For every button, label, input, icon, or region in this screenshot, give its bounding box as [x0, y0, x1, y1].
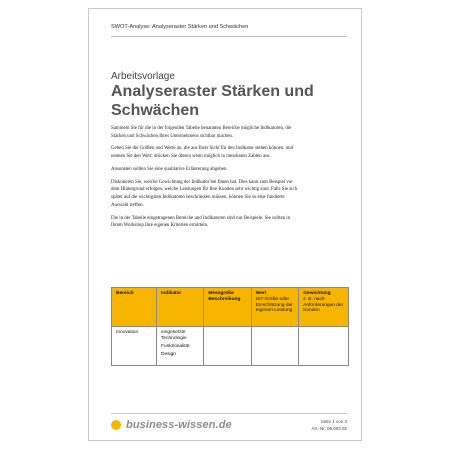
- cell-messgroesse[interactable]: [204, 327, 251, 366]
- paragraph: Die in der Tabelle eingetragenen Bereiche und Indikatoren sind nur Beispiele. Sie sollten in Ihrem Workshop Ihre eigenen Kriterien ermitteln.: [111, 215, 291, 229]
- paragraph: Ansonsten sollten Sie eine qualitative Erläuterung abgeben.: [111, 166, 228, 172]
- cell-gewichtung[interactable]: [299, 327, 349, 366]
- indicator-item: eingesetzte Technologie: [161, 330, 187, 341]
- footer-divider: [111, 413, 347, 414]
- page-meta: [311, 419, 347, 432]
- cell-indikator: [157, 327, 204, 366]
- page-number: Seite 1 von 3: [320, 419, 347, 424]
- logo-dot-icon: [111, 420, 121, 430]
- document-header: SWOT-Analyse: Analyseraster Stärken und Schwächen: [111, 24, 249, 30]
- paragraph: Diskutieren Sie, welche Gewichtung der Indikator bei Ihnen hat. Dies kann zum Beispiel vor dem Hintergrund erfolgen, welche Leistungen für Ihre Kunden sehr wichtig sind. Falls Sie sich später auf die wichtigsten Indikatoren beschränken müssen, können Sie so eine fundierte Auswahl treffen.: [111, 179, 298, 208]
- indicator-item: Design: [161, 352, 176, 358]
- table-header-row: [112, 288, 349, 327]
- column-header-subtext: IST-Größe oder Einschätzung der eigenen Leistung: [255, 296, 293, 314]
- analysis-table: [111, 287, 349, 366]
- column-header-bereich: Bereich: [112, 288, 157, 327]
- column-header-messgroesse: Messgröße Beschreibung: [204, 288, 251, 327]
- document-page: [88, 8, 362, 441]
- paragraph: Geben Sie die Größen und Werte an, die aus Ihrer Sicht für den Indikator stehen können, und nennen Sie den Wert; drücken Sie diesen wenn möglich in messbaren Zahlen aus.: [111, 146, 294, 160]
- column-header-wert: Wert IST-Größe oder Einschätzung der eigenen Leistung: [251, 288, 298, 327]
- table-row: [112, 327, 349, 366]
- cell-bereich: Innovation: [112, 327, 157, 366]
- cell-wert[interactable]: [251, 327, 298, 366]
- article-number: Art.-Nr. 06.003.02: [311, 425, 347, 431]
- indicator-item: Funktionalität: [161, 343, 190, 349]
- column-header-gewichtung: Gewichtung z. B. nach Anforderungen der Kunden: [299, 288, 349, 327]
- instructions-text: [111, 125, 301, 235]
- header-divider: [111, 36, 347, 37]
- logo-text: business-wissen.de: [126, 419, 232, 431]
- column-header-subtext: z. B. nach Anforderungen der Kunden: [303, 296, 344, 314]
- document-kicker: Arbeitsvorlage: [111, 71, 175, 82]
- column-header-indikator: Indikator: [157, 288, 204, 327]
- document-title: Analyseraster Stärken und Schwächen: [111, 83, 314, 119]
- paragraph: Sammeln Sie für die in der folgenden Tabelle benannten Bereiche mögliche Indikatoren, die Stärken und Schwächen Ihres Unternehmens sichtbar machen.: [111, 126, 292, 139]
- brand-logo: [111, 419, 232, 431]
